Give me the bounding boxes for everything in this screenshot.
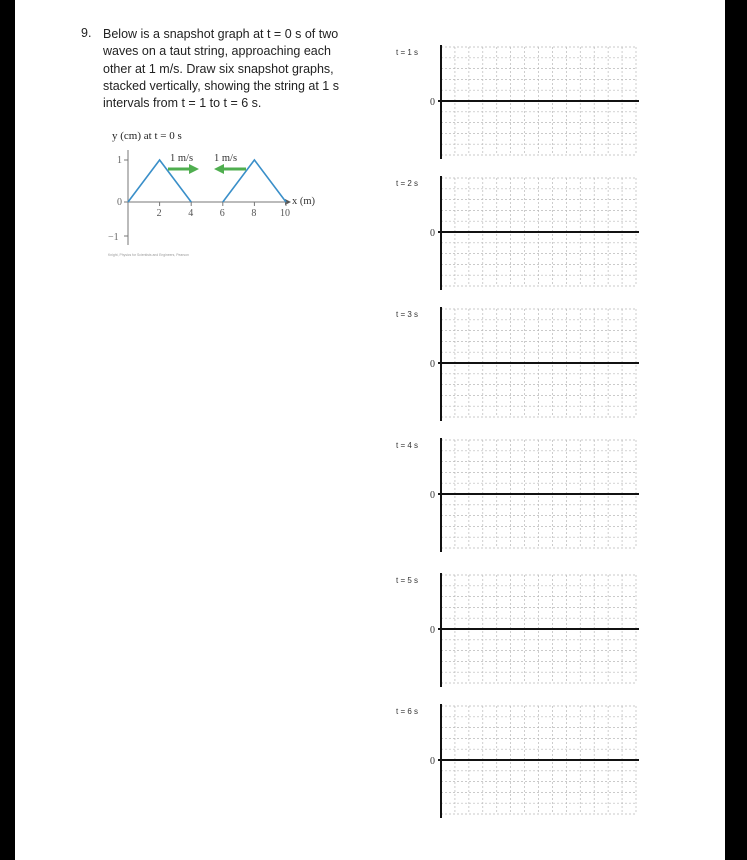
y-tick-label: 1 — [117, 155, 122, 166]
x-axis-label: x (m) — [292, 196, 316, 207]
question-number: 9. — [81, 26, 92, 40]
x-tick-label: 8 — [251, 208, 257, 219]
y-tick-label: −1 — [108, 232, 119, 243]
time-label: t = 5 s — [396, 576, 419, 585]
x-tick-label: 4 — [188, 208, 194, 219]
zero-label: 0 — [430, 228, 435, 239]
question-line: waves on a taut string, approaching each — [103, 44, 331, 59]
worksheet-page — [15, 0, 725, 860]
question-line: intervals from t = 1 to t = 6 s. — [103, 96, 262, 111]
snapshot-footnote: Knight, Physics for Scientists and Engineers, Pearson — [108, 253, 189, 257]
left-speed-label: 1 m/s — [170, 153, 194, 164]
question-text — [103, 26, 353, 112]
snapshot-title: y (cm) at t = 0 s — [112, 130, 182, 142]
x-tick-label: 2 — [156, 208, 162, 219]
zero-label: 0 — [430, 490, 435, 501]
time-label: t = 2 s — [396, 179, 419, 188]
zero-label: 0 — [430, 359, 435, 370]
question-line: other at 1 m/s. Draw six snapshot graphs, — [103, 61, 334, 76]
time-label: t = 3 s — [396, 310, 419, 319]
question-line: Below is a snapshot graph at t = 0 s of two — [103, 27, 339, 41]
question-line: stacked vertically, showing the string at 1 s — [103, 78, 339, 93]
time-label: t = 6 s — [396, 707, 419, 716]
x-tick-label: 10 — [280, 208, 290, 219]
zero-label: 0 — [430, 97, 435, 108]
y-tick-label: 0 — [117, 197, 122, 208]
right-speed-label: 1 m/s — [214, 153, 238, 164]
zero-label: 0 — [430, 756, 435, 767]
time-label: t = 4 s — [396, 441, 419, 450]
time-label: t = 1 s — [396, 48, 419, 57]
zero-label: 0 — [430, 625, 435, 636]
x-tick-label: 6 — [219, 208, 225, 219]
